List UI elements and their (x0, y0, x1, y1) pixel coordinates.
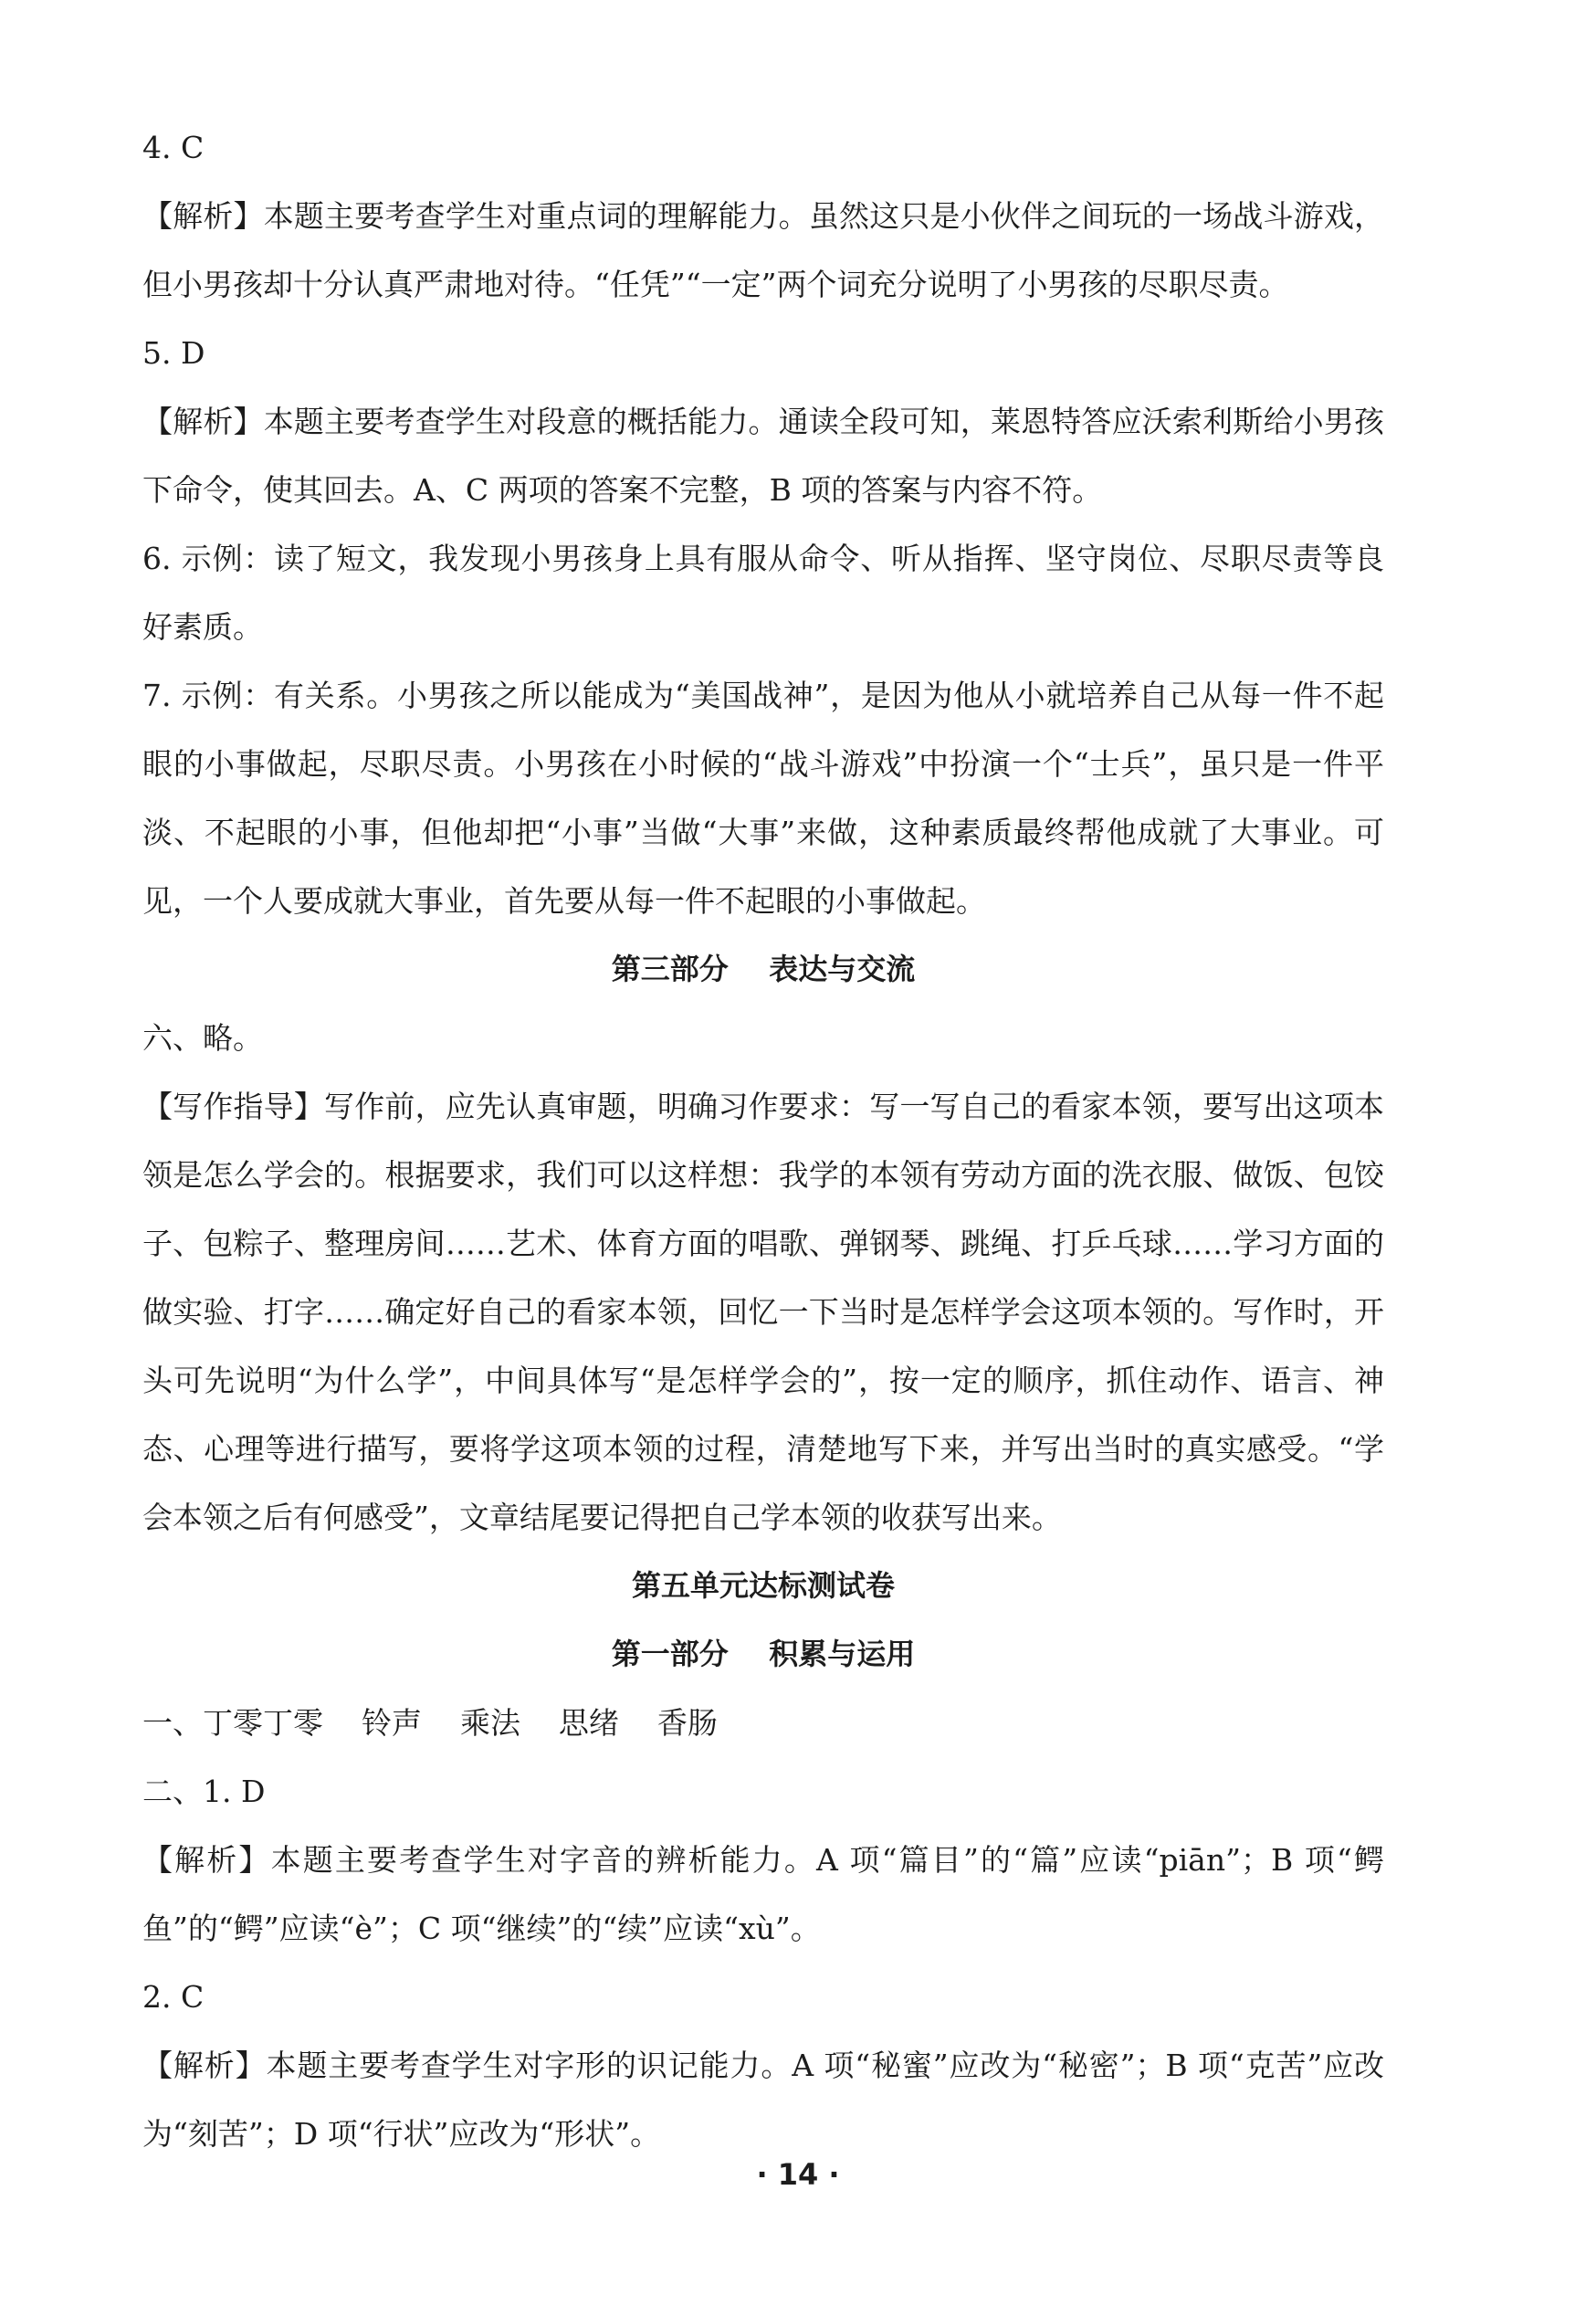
part3-heading: 第三部分 表达与交流 (611, 952, 916, 986)
q1-word: 乘法 (459, 1705, 520, 1741)
unit5-part1-heading: 第一部分 积累与运用 (611, 1637, 916, 1671)
q2-1-answer: 二、1. D (142, 1774, 266, 1809)
q1-label: 一、 (142, 1705, 203, 1741)
q4-analysis: 【解析】本题主要考查学生对重点词的理解能力。虽然这只是小伙伴之间玩的一场战斗游戏，但小男孩却十分认真严肃地对待。“任凭”“一定”两个词充分说明了小男孩的尽职尽责。 (142, 198, 1384, 302)
q2-2-analysis: 【解析】本题主要考查学生对字形的识记能力。A 项“秘蜜”应改为“秘密”；B 项“克苦”应改为“刻苦”；D 项“行状”应改为“形状”。 (142, 2048, 1384, 2152)
q2-1-analysis: 【解析】本题主要考查学生对字音的辨析能力。A 项“篇目”的“篇”应读“piān”；B 项“鳄鱼”的“鳄”应读“è”；C 项“继续”的“续”应读“xù”。 (142, 1842, 1384, 1946)
q4-answer: 4. C (142, 130, 205, 165)
answer-page (142, 113, 1384, 2168)
q1-word: 思绪 (558, 1705, 619, 1741)
q2-2-answer: 2. C (142, 1979, 205, 2015)
unit5-q1-answer (142, 1689, 1384, 1757)
q6-answer: 6. 示例：读了短文，我发现小男孩身上具有服从命令、听从指挥、坚守岗位、尽职尽责等良好素质。 (142, 541, 1384, 645)
page-number: · 14 · (756, 2157, 840, 2192)
unit5-title: 第五单元达标测试卷 (631, 1568, 895, 1603)
q1-word: 铃声 (361, 1705, 422, 1741)
part3-q6-answer: 六、略。 (142, 1020, 263, 1056)
q1-word: 香肠 (656, 1705, 718, 1741)
q5-answer: 5. D (142, 335, 205, 371)
q7-answer: 7. 示例：有关系。小男孩之所以能成为“美国战神”，是因为他从小就培养自己从每一件不起眼的小事做起，尽职尽责。小男孩在小时候的“战斗游戏”中扮演一个“士兵”，虽只是一件平淡、不起眼的小事，但他却把“小事”当做“大事”来做，这种素质最终帮他成就了大事业。可见，一个人要成就大事业，首先要从每一件不起眼的小事做起。 (142, 678, 1384, 919)
writing-guide: 【写作指导】写作前，应先认真审题，明确习作要求：写一写自己的看家本领，要写出这项本领是怎么学会的。根据要求，我们可以这样想：我学的本领有劳动方面的洗衣服、做饭、包饺子、包粽子、整理房间……艺术、体育方面的唱歌、弹钢琴、跳绳、打乒乓球……学习方面的做实验、打字……确定好自己的看家本领，回忆一下当时是怎样学会这项本领的。写作时，开头可先说明“为什么学”，中间具体写“是怎样学会的”，按一定的顺序，抓住动作、语言、神态、心理等进行描写，要将学这项本领的过程，清楚地写下来，并写出当时的真实感受。“学会本领之后有何感受”，文章结尾要记得把自己学本领的收获写出来。 (142, 1089, 1384, 1535)
q1-word: 丁零丁零 (203, 1705, 323, 1741)
q5-analysis: 【解析】本题主要考查学生对段意的概括能力。通读全段可知，莱恩特答应沃索利斯给小男孩下命令，使其回去。A、C 两项的答案不完整，B 项的答案与内容不符。 (142, 404, 1384, 508)
